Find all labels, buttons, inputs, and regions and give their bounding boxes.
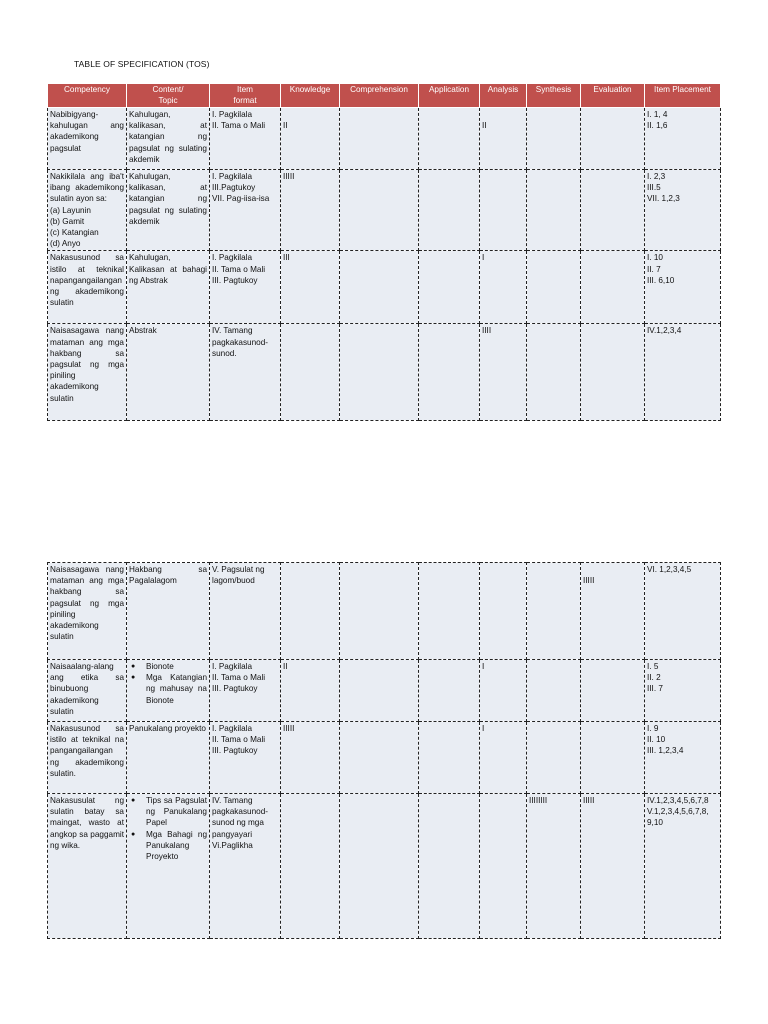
analysis-cell: I (480, 722, 527, 794)
evaluation-cell (581, 324, 645, 421)
synthesis-cell (527, 563, 581, 660)
item-placement-cell: I. 1, 4 II. 1,6 (645, 108, 721, 170)
analysis-cell (480, 563, 527, 660)
knowledge-cell: IIIII (281, 170, 340, 251)
item-format-cell: IV. Tamang pagkakasunod-sunod ng mga pangyayari Vi.Paglikha (210, 794, 281, 939)
table-row (48, 251, 721, 324)
evaluation-cell (581, 108, 645, 170)
application-cell (419, 660, 480, 722)
table-2-body (48, 563, 721, 939)
content-cell: Kahulugan, Kalikasan at bahagi ng Abstrak (127, 251, 210, 324)
header-competency: Competency (48, 84, 127, 108)
synthesis-cell: IIIIIIII (527, 794, 581, 939)
bullet-item: ● Tips sa Pagsulat ng Panukalang Papel (146, 795, 207, 829)
synthesis-cell (527, 170, 581, 251)
evaluation-cell (581, 170, 645, 251)
item-placement-cell: I. 2,3 III.5 VII. 1,2,3 (645, 170, 721, 251)
table-row (48, 563, 721, 660)
analysis-cell (480, 170, 527, 251)
comprehension-cell (340, 170, 419, 251)
application-cell (419, 722, 480, 794)
header-evaluation: Evaluation (581, 84, 645, 108)
comprehension-cell (340, 251, 419, 324)
application-cell (419, 251, 480, 324)
competency-cell: Naisasagawa nang mataman ang mga hakbang sa pagsulat ng mga piniling akademikong sulatin (48, 563, 127, 660)
item-format-cell: I. Pagkilala II. Tama o Mali III. Pagtukoy (210, 722, 281, 794)
evaluation-cell: IIIII (581, 794, 645, 939)
comprehension-cell (340, 722, 419, 794)
header-content-topic: Content/ Topic (127, 84, 210, 108)
synthesis-cell (527, 722, 581, 794)
knowledge-cell: IIIII (281, 722, 340, 794)
competency-cell: Naisaalang-alang ang etika sa binubuong akademikong sulatin (48, 660, 127, 722)
table-row (48, 108, 721, 170)
analysis-cell: I (480, 660, 527, 722)
synthesis-cell (527, 324, 581, 421)
content-cell: Panukalang proyekto (127, 722, 210, 794)
application-cell (419, 170, 480, 251)
comprehension-cell (340, 660, 419, 722)
header-row (48, 84, 721, 108)
analysis-cell: I (480, 251, 527, 324)
item-placement-cell: I. 5 II. 2 III. 7 (645, 660, 721, 722)
tos-table-2 (47, 562, 721, 939)
application-cell (419, 563, 480, 660)
item-format-cell: IV. Tamang pagkakasunod-sunod. (210, 324, 281, 421)
bullet-item: ● Bionote (146, 661, 207, 672)
evaluation-cell (581, 660, 645, 722)
application-cell (419, 794, 480, 939)
header-item-format: Item format (210, 84, 281, 108)
synthesis-cell (527, 660, 581, 722)
table-row (48, 170, 721, 251)
knowledge-cell: III (281, 251, 340, 324)
header-comprehension: Comprehension (340, 84, 419, 108)
bullet-item: ● Mga Bahagi ng Panukalang Proyekto (146, 829, 207, 863)
knowledge-cell (281, 794, 340, 939)
content-cell: Kahulugan, kalikasan, at katangian ng pagsulat ng sulating akdemik (127, 108, 210, 170)
competency-cell: Nakasusunod sa istilo at teknikal napangangailangan ng akademikong sulatin (48, 251, 127, 324)
tos-table-1 (47, 83, 721, 421)
comprehension-cell (340, 108, 419, 170)
analysis-cell (480, 794, 527, 939)
synthesis-cell (527, 251, 581, 324)
competency-cell: Nakikilala ang iba't ibang akademikong sulatin ayon sa: (a) Layunin (b) Gamit (c) Katangian (d) Anyo (48, 170, 127, 251)
header-application: Application (419, 84, 480, 108)
application-cell (419, 324, 480, 421)
evaluation-cell: IIIII (581, 563, 645, 660)
header-knowledge: Knowledge (281, 84, 340, 108)
knowledge-cell (281, 324, 340, 421)
item-format-cell: I. Pagkilala II. Tama o Mali III. Pagtukoy (210, 251, 281, 324)
page-title: TABLE OF SPECIFICATION (TOS) (74, 59, 210, 69)
content-cell: Hakbang sa Pagalalagom (127, 563, 210, 660)
analysis-cell: II (480, 108, 527, 170)
synthesis-cell (527, 108, 581, 170)
item-format-cell: I. Pagkilala II. Tama o Mali (210, 108, 281, 170)
table-row (48, 660, 721, 722)
competency-cell: Naisasagawa nang mataman ang mga hakbang sa pagsulat ng mga piniling akademikong sulatin (48, 324, 127, 421)
header-synthesis: Synthesis (527, 84, 581, 108)
item-placement-cell: VI. 1,2,3,4,5 (645, 563, 721, 660)
competency-cell: Nabibigyang-kahulugan ang akademikong pagsulat (48, 108, 127, 170)
comprehension-cell (340, 794, 419, 939)
item-placement-cell: I. 9 II. 10 III. 1,2,3,4 (645, 722, 721, 794)
item-format-cell: V. Pagsulat ng lagom/buod (210, 563, 281, 660)
table-row (48, 324, 721, 421)
header-analysis: Analysis (480, 84, 527, 108)
bullet-item: ● Mga Katangian ng mahusay na Bionote (146, 672, 207, 706)
table-row (48, 794, 721, 939)
item-placement-cell: IV.1,2,3,4 (645, 324, 721, 421)
content-cell: Abstrak (127, 324, 210, 421)
evaluation-cell (581, 722, 645, 794)
content-cell (127, 794, 210, 939)
competency-cell: Nakasusulat ng sulatin batay sa maingat, wasto at angkop sa paggamit ng wika. (48, 794, 127, 939)
item-placement-cell: I. 10 II. 7 III. 6,10 (645, 251, 721, 324)
table-row (48, 722, 721, 794)
content-cell (127, 660, 210, 722)
comprehension-cell (340, 563, 419, 660)
table-1-body (48, 108, 721, 421)
item-placement-cell: IV.1,2,3,4,5,6,7,8 V.1,2,3,4,5,6,7,8, 9,10 (645, 794, 721, 939)
analysis-cell: IIII (480, 324, 527, 421)
evaluation-cell (581, 251, 645, 324)
item-format-cell: I. Pagkilala II. Tama o Mali III. Pagtukoy (210, 660, 281, 722)
competency-cell: Nakasusunod sa istilo at teknikal na pangangailangan ng akademikong sulatin. (48, 722, 127, 794)
knowledge-cell: II (281, 660, 340, 722)
knowledge-cell: II (281, 108, 340, 170)
content-cell: Kahulugan, kalikasan, at katangian ng pagsulat ng sulating akdemik (127, 170, 210, 251)
application-cell (419, 108, 480, 170)
comprehension-cell (340, 324, 419, 421)
header-item-placement: Item Placement (645, 84, 721, 108)
knowledge-cell (281, 563, 340, 660)
item-format-cell: I. Pagkilala III.Pagtukoy VII. Pag-iisa-isa (210, 170, 281, 251)
